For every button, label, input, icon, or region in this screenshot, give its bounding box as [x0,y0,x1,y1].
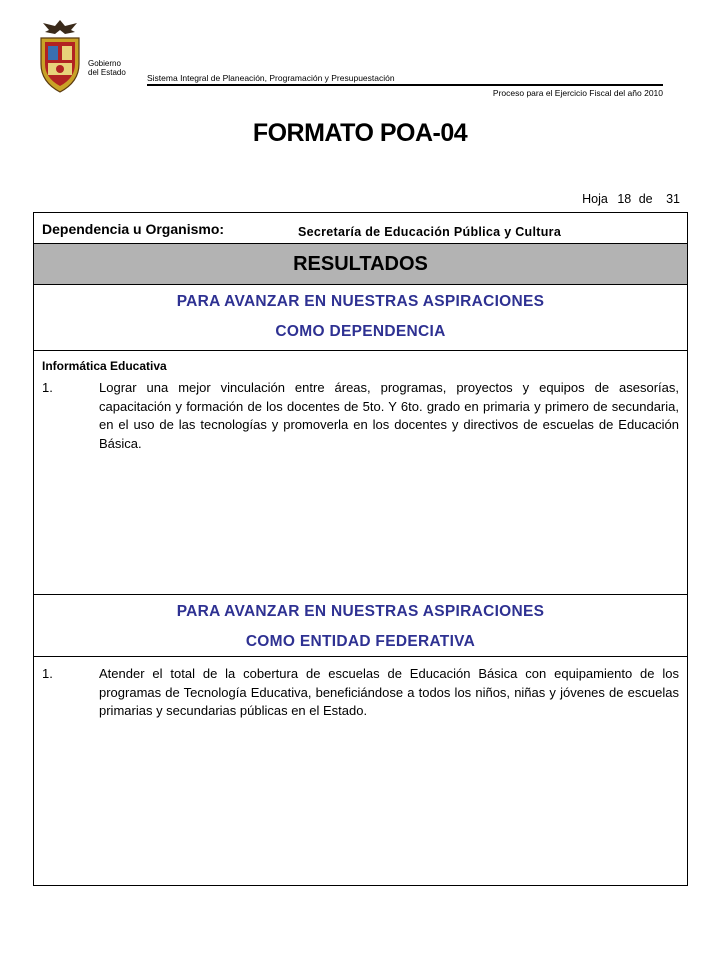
section-dependencia-line1: PARA AVANZAR EN NUESTRAS ASPIRACIONES [176,293,545,310]
hoja-label: Hoja [582,192,608,206]
dependencia-value: Secretaría de Educación Pública y Cultura [298,225,562,239]
item-number: 1. [42,666,53,681]
header-rule [147,84,663,86]
dependencia-row [34,213,687,244]
proceso-fiscal-label: Proceso para el Ejercicio Fiscal del año 2010 [492,88,663,98]
page-counter [576,192,680,206]
item-text: Atender el total de la cobertura de escuelas de Educación Básica con equipamiento de los programas de Tecnología Educativa, beneficiándose a todos los niños, niñas y jóvenes de escuelas primarias y secundarias públicas en el Estado. [99,666,679,718]
dependencia-label: Dependencia u Organismo: [42,221,225,237]
hoja-de: de [638,192,653,206]
item-text: Lograr una mejor vinculación entre áreas, programas, proyectos y equipos de asesorías, capacitación y formación de los docentes de 5to. Y 6to. grado en primaria y primero de secundaria, en el uso de las tecnologías y promoverla en los docentes y directivos de escuelas de Educación Básica. [99,380,679,451]
poa-form-table [33,212,688,886]
gobierno-del-estado-label: Gobierno del Estado [88,59,126,77]
section-dependencia-body [34,351,687,595]
list-item [42,665,679,721]
hoja-total: 31 [666,192,680,206]
resultados-heading: RESULTADOS [34,244,687,285]
section-dependencia-line2: COMO DEPENDENCIA [275,323,446,340]
page-title: FORMATO POA-04 [252,119,468,147]
section-dependencia-heading [34,285,687,351]
list-item [42,379,679,453]
hoja-page: 18 [617,192,632,206]
section-subtitle: Informática Educativa [42,359,167,373]
section-entidad-line2: COMO ENTIDAD FEDERATIVA [245,633,476,650]
section-entidad-line1: PARA AVANZAR EN NUESTRAS ASPIRACIONES [176,603,545,620]
item-number: 1. [42,380,53,395]
state-coat-of-arms-logo [35,18,85,96]
sistema-integral-label: Sistema Integral de Planeación, Programación y Presupuestación [147,73,395,83]
section-entidad-heading [34,595,687,657]
